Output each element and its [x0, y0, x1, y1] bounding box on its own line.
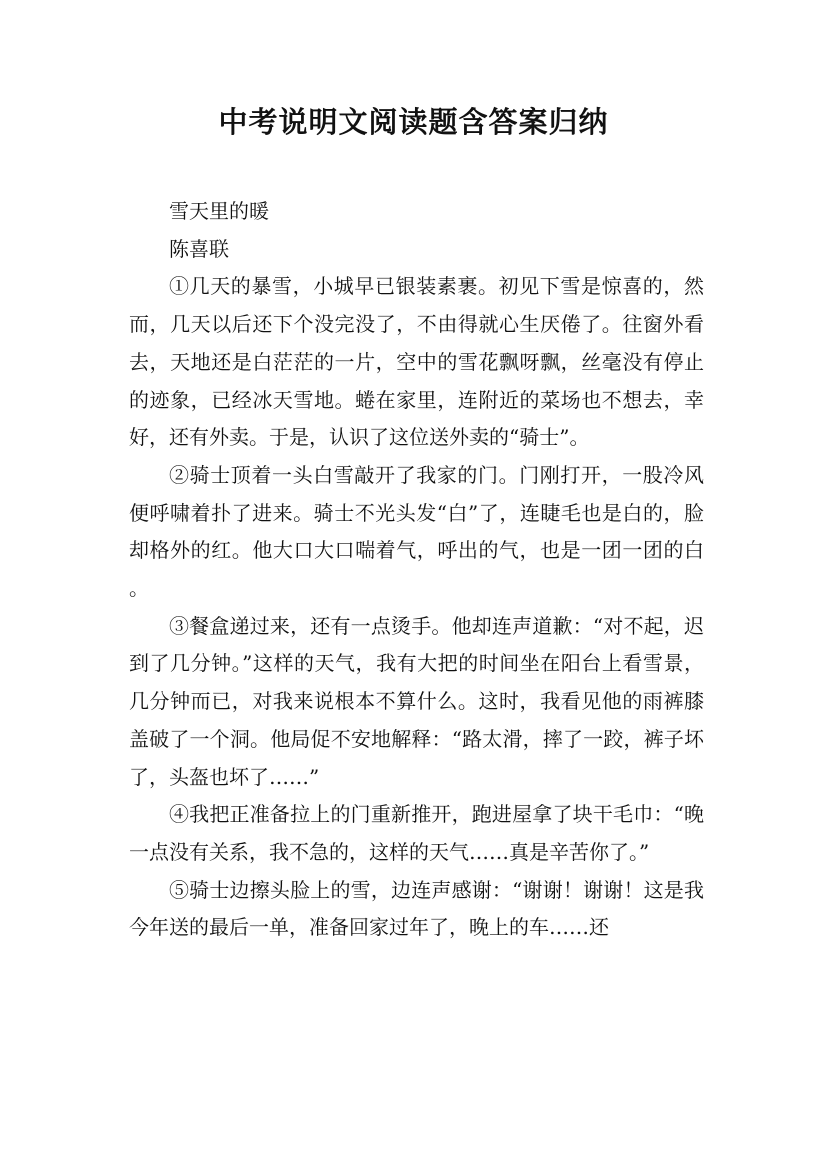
paragraph: ①几天的暴雪，小城早已银装素裹。初见下雪是惊喜的，然而，几天以后还下个没完没了，不由得就心生厌倦了。往窗外看去，天地还是白茫茫的一片，空中的雪花飘呀飘，丝毫没有停止的迹象，已经冰天雪地。蜷在家里，连附近的菜场也不想去，幸好，还有外卖。于是，认识了这位送外卖的“骑士”。 [129, 274, 704, 450]
paragraph: ⑤骑士边擦头脸上的雪，边连声感谢：“谢谢！谢谢！这是我今年送的最后一单，准备回家过年了，晚上的车……还 [129, 877, 704, 940]
article-author: 陈喜联 [169, 236, 229, 261]
article-title: 雪天里的暖 [169, 199, 269, 223]
paragraph: ③餐盒递过来，还有一点烫手。他却连声道歉：“对不起，迟到了几分钟。”这样的天气，我有大把的时间坐在阳台上看雪景，几分钟而已，对我来说根本不算什么。这时，我看见他的雨裤膝盖破了一个洞。他局促不安地解释：“路太滑，摔了一跤，裤子坏了，头盔也坏了……” [129, 613, 704, 789]
document-title: 中考说明文阅读题含答案归纳 [218, 105, 609, 139]
paragraph: ②骑士顶着一头白雪敲开了我家的门。门刚打开，一股冷风便呼啸着扑了进来。骑士不光头发“白”了，连睫毛也是白的，脸却格外的红。他大口大口喘着气，呼出的气，也是一团一团的白。 [129, 462, 704, 601]
paragraph: ④我把正准备拉上的门重新推开，跑进屋拿了块干毛巾：“晚一点没有关系，我不急的，这样的天气……真是辛苦你了。” [129, 802, 704, 864]
article-body [129, 193, 704, 947]
